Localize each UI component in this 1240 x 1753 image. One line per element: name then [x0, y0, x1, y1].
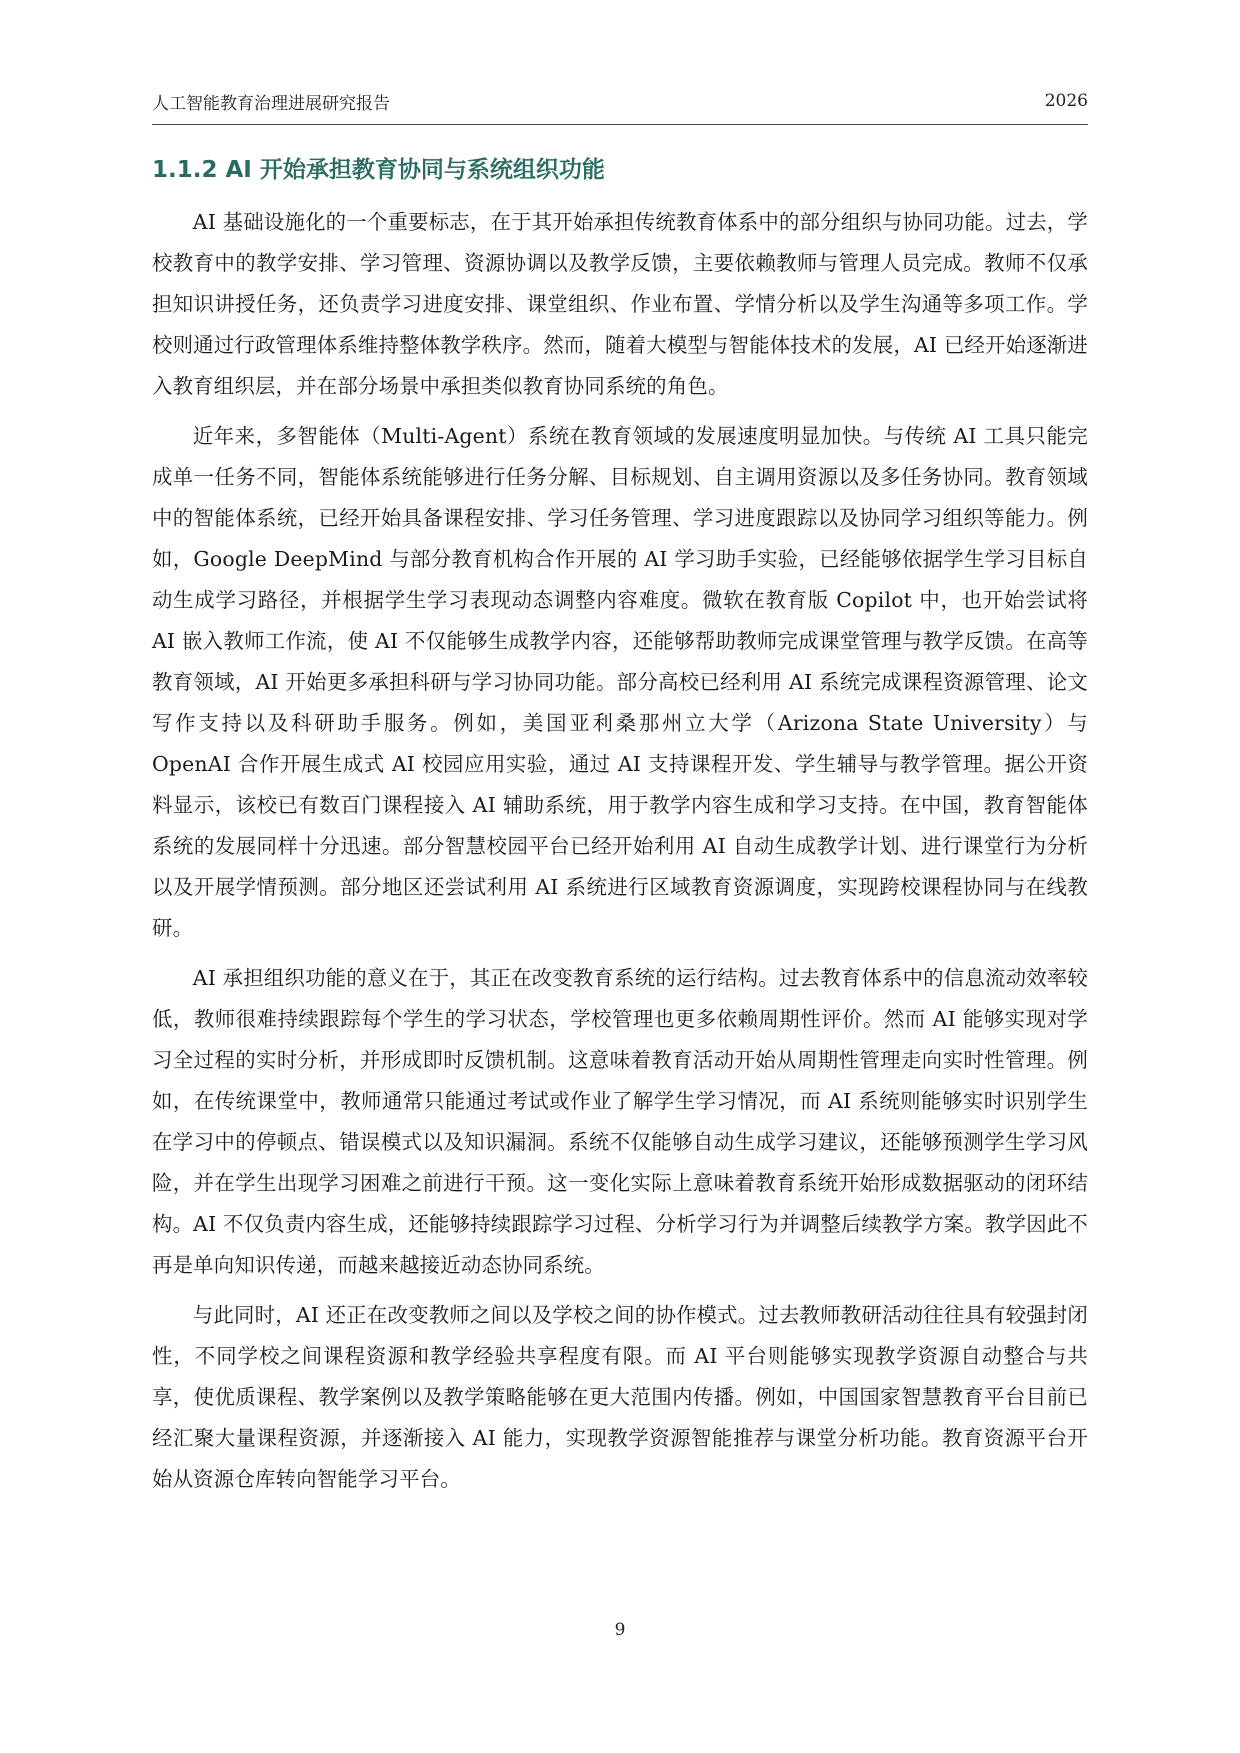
body-text: [152, 202, 1088, 1509]
page-number: 9: [614, 1620, 626, 1640]
paragraph-1: AI 基础设施化的一个重要标志，在于其开始承担传统教育体系中的部分组织与协同功能。过去，学校教育中的教学安排、学习管理、资源协调以及教学反馈，主要依赖教师与管理人员完成。教师不仅承担知识讲授任务，还负责学习进度安排、课堂组织、作业布置、学情分析以及学生沟通等多项工作。学校则通过行政管理体系维持整体教学秩序。然而，随着大模型与智能体技术的发展，AI 已经开始逐渐进入教育组织层，并在部分场景中承担类似教育协同系统的角色。: [152, 210, 1088, 398]
paragraph-2: 近年来，多智能体（Multi-Agent）系统在教育领域的发展速度明显加快。与传统 AI 工具只能完成单一任务不同，智能体系统能够进行任务分解、目标规划、自主调用资源以及多任务协同。教育领域中的智能体系统，已经开始具备课程安排、学习任务管理、学习进度跟踪以及协同学习组织等能力。例如，Google DeepMind 与部分教育机构合作开展的 AI 学习助手实验，已经能够依据学生学习目标自动生成学习路径，并根据学生学习表现动态调整内容难度。微软在教育版 Copilot 中，也开始尝试将 AI 嵌入教师工作流，使 AI 不仅能够生成教学内容，还能够帮助教师完成课堂管理与教学反馈。在高等教育领域，AI 开始更多承担科研与学习协同功能。部分高校已经利用 AI 系统完成课程资源管理、论文写作支持以及科研助手服务。例如，美国亚利桑那州立大学（Arizona State University）与 OpenAI 合作开展生成式 AI 校园应用实验，通过 AI 支持课程开发、学生辅导与教学管理。据公开资料显示，该校已有数百门课程接入 AI 辅助系统，用于教学内容生成和学习支持。在中国，教育智能体系统的发展同样十分迅速。部分智慧校园平台已经开始利用 AI 自动生成教学计划、进行课堂行为分析以及开展学情预测。部分地区还尝试利用 AI 系统进行区域教育资源调度，实现跨校课程协同与在线教研。: [152, 424, 1088, 940]
header-divider: [152, 124, 1088, 125]
section-heading: 1.1.2 AI 开始承担教育协同与系统组织功能: [152, 157, 605, 183]
report-year: 2026: [1044, 91, 1088, 111]
running-header: [152, 86, 1088, 116]
paragraph-4: 与此同时，AI 还正在改变教师之间以及学校之间的协作模式。过去教师教研活动往往具有较强封闭性，不同学校之间课程资源和教学经验共享程度有限。而 AI 平台则能够实现教学资源自动整合与共享，使优质课程、教学案例以及教学策略能够在更大范围内传播。例如，中国国家智慧教育平台目前已经汇聚大量课程资源，并逐渐接入 AI 能力，实现教学资源智能推荐与课堂分析功能。教育资源平台开始从资源仓库转向智能学习平台。: [152, 1303, 1088, 1491]
report-title: 人工智能教育治理进展研究报告: [152, 93, 390, 114]
paragraph-3: AI 承担组织功能的意义在于，其正在改变教育系统的运行结构。过去教育体系中的信息流动效率较低，教师很难持续跟踪每个学生的学习状态，学校管理也更多依赖周期性评价。然而 AI 能够实现对学习全过程的实时分析，并形成即时反馈机制。这意味着教育活动开始从周期性管理走向实时性管理。例如，在传统课堂中，教师通常只能通过考试或作业了解学生学习情况，而 AI 系统则能够实时识别学生在学习中的停顿点、错误模式以及知识漏洞。系统不仅能够自动生成学习建议，还能够预测学生学习风险，并在学生出现学习困难之前进行干预。这一变化实际上意味着教育系统开始形成数据驱动的闭环结构。AI 不仅负责内容生成，还能够持续跟踪学习过程、分析学习行为并调整后续教学方案。教学因此不再是单向知识传递，而越来越接近动态协同系统。: [152, 966, 1088, 1277]
